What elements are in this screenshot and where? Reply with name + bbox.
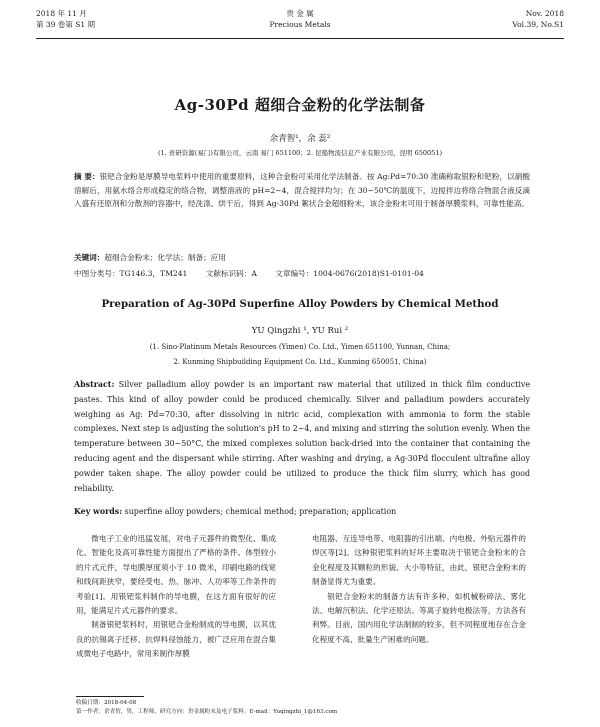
abstract-cn (74, 170, 530, 211)
abstract-en (74, 378, 530, 496)
footnote (76, 699, 530, 717)
keywords-en-label: Key words: (74, 507, 123, 516)
classification-cn (74, 268, 530, 280)
affiliation-en-1: (1. Sino-Platinum Metals Resources (Yimen) Co. Ltd., Yimen 651100, Yunnan, China; (149, 343, 451, 351)
title-en: Preparation of Ag-30Pd Superfine Alloy Powders by Chemical Method (101, 298, 499, 310)
header-center (36, 8, 564, 30)
header-rule (36, 38, 564, 39)
article-number: 文章编号：1004-0676(2018)S1-0101-04 (275, 269, 424, 278)
abstract-cn-label: 摘 要： (74, 172, 100, 181)
header-date-en: Nov. 2018 (525, 9, 564, 18)
abstract-en-label: Abstract: (74, 380, 115, 389)
affiliation-en-2: 2. Kunming Shipbuilding Equipment Co. Ltd., Kunming 650051, China) (173, 358, 427, 366)
keywords-en (74, 506, 530, 518)
journal-name-cn: 贵 金 属 (286, 9, 314, 18)
body-column-left (76, 532, 276, 662)
clc-number: 中图分类号：TG146.3，TM241 (74, 269, 188, 278)
affiliation-cn: (1. 贵研资源(易门)有限公司，云南 易门 651100；2. 昆船物流信息产业有限公司，昆明 650051) (157, 149, 442, 157)
body-paragraph: 电阻器、互连导电带、电阻器的引出端、内电极、外贴元器件的焊区等[2]。这种银钯浆料的好坏主要取决于银钯合金粉末的合金化程度及其颗粒的形貌、大小等特征，由此，银钯合金粉末的制备显得尤为重要。 (312, 534, 526, 587)
author-info: 第一作者：余青智，男，工程师，研究方向：贵金属粉末及电子浆料。E-mail：Yuqingzhi_1@163.com (76, 709, 338, 715)
authors-en: YU Qingzhi ¹, YU Rui ² (251, 326, 349, 336)
body-paragraph: 微电子工业的迅猛发展，对电子元器件的微型化、集成化、智能化及高可靠性能方面提出了严格的条件。体型较小的片式元件，导电膜厚度须小于 10 微米，印刷电路的线宽和线间距狭窄，要经受电、热、脉冲、人功率等工作条件的考验[1]。用银钯浆料制作的导电膜，在这方面有很好的应用，能满足片式元器件的要求。 (76, 534, 276, 616)
received-date: 收稿日期：2018-04-08 (76, 700, 137, 706)
running-header (36, 8, 564, 38)
footnote-rule (76, 696, 144, 697)
body-paragraph: 银钯合金粉末的制备方法有许多种，如机械粉碎法、雾化法、电解沉积法、化学还原法、等离子旋转电极法等，方法各有利弊。目前，国内用化学法制制的较多，但不同程度地存在合金化程度不高、批量生产困难的问题。 (312, 591, 526, 644)
document-code: 文献标识码：A (205, 269, 257, 278)
body-paragraph: 制备银钯浆料时，用银钯合金粉制成的导电膜，以其优良的抗锡离子迁移、抗焊料侵蚀能力，被广泛应用在混合集成微电子电路中，常用来制作厚膜 (76, 620, 276, 659)
title-cn: Ag-30Pd 超细合金粉的化学法制备 (174, 96, 426, 114)
header-volume-cn: 第 39 卷第 S1 期 (36, 20, 95, 29)
abstract-cn-text: 银钯合金粉是厚膜导电浆料中使用的重要原料，这种合金粉可采用化学法制备。按 Ag:Pd=70:30 准确称取银粉和钯粉，以硝酸溶解后，用氨水络合形成稳定的络合物，调整溶液的 pH=2~4，混合搅拌均匀；在 30~50℃的温度下，边搅拌边将络合物混合液反滴入盛有还原剂和分散剂的容器中，经洗涤、烘干后，得到 Ag-30Pd 絮状合金超细粉末，该合金粉末可用于制备厚膜浆料，可靠性能高。 (74, 172, 530, 209)
keywords-en-text: superfine alloy powders; chemical method; preparation; application (124, 507, 397, 516)
authors-cn: 余青智¹，余 蕊² (269, 134, 331, 144)
header-volume-en: Vol.39, No.S1 (512, 20, 564, 29)
journal-name-en: Precious Metals (269, 20, 331, 29)
abstract-en-text: Silver palladium alloy powder is an important raw material that utilized in thick film conductive pastes. This kind of alloy powder could be produced chemically. Silver and palladium powders accurately weighing as Ag: Pd=70:30, after dissolving in nitric acid, complexation with ammonia to form the stable complexes. Next step is adjusting the solution's pH to 2~4, and mixing and stirring the solution evenly. When the temperature between 30~50°C, the mixed complexes solution back-dried into the container that containing the reducing agent and the dispersant while stirring. After washing and drying, a Ag-30Pd flocculent ultrafine alloy powder taken shape. The alloy powder could be utilized to produce the thick film slurry, which has good reliability. (74, 380, 530, 493)
header-right (512, 8, 564, 30)
keywords-cn (74, 252, 530, 264)
keywords-cn-text: 超细合金粉末；化学法；制备；应用 (104, 253, 226, 262)
keywords-cn-label: 关键词： (74, 253, 105, 262)
header-date-cn: 2018 年 11 月 (36, 9, 87, 18)
body-column-right (312, 532, 526, 647)
